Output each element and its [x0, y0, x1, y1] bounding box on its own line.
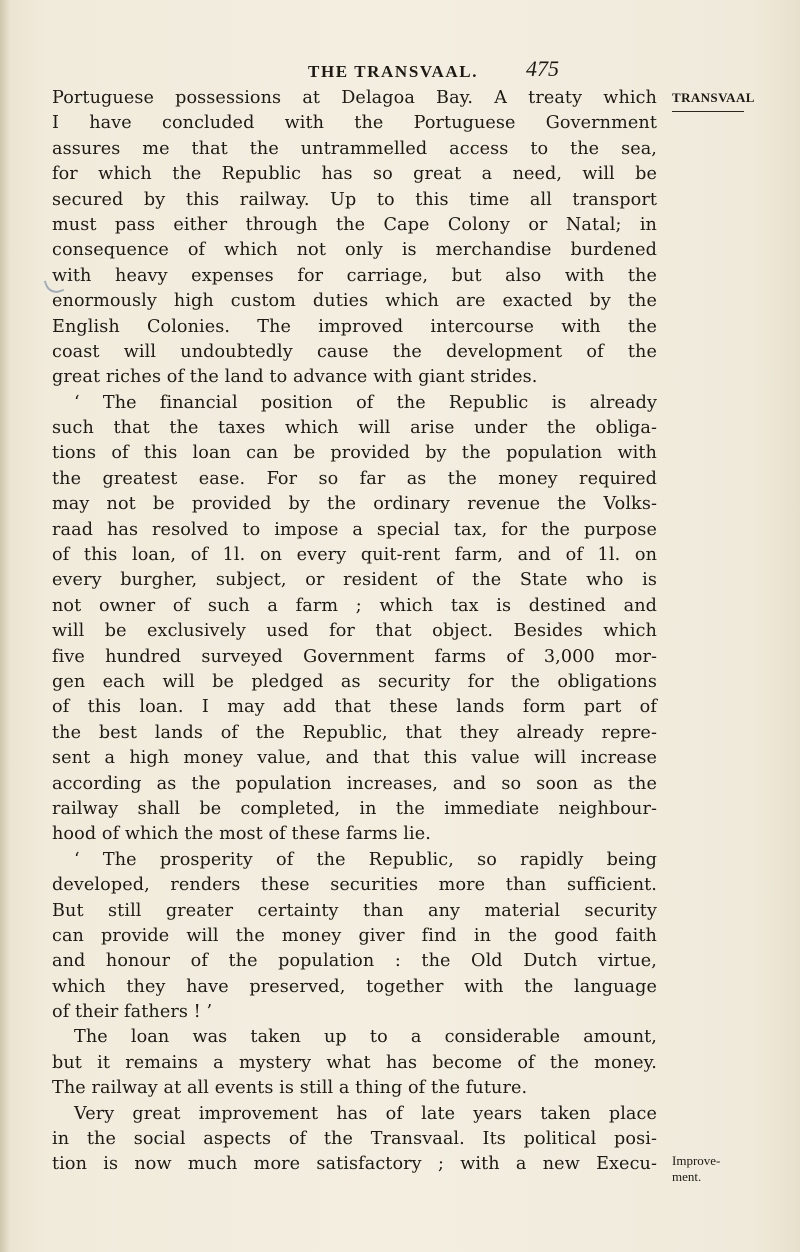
text-line: English Colonies. The improved intercourse with the	[52, 316, 657, 337]
text-line: raad has resolved to impose a special tax, for the purpose	[52, 519, 657, 540]
text-line: the best lands of the Republic, that they already repre-	[52, 722, 657, 743]
text-line: I have concluded with the Portuguese Government	[52, 113, 657, 134]
text-line: of this loan. I may add that these lands form part of	[52, 697, 657, 718]
text-line: such that the taxes which will arise under the obliga-	[52, 418, 657, 439]
text-line: of their fathers ! ’	[52, 1002, 213, 1023]
text-line: must pass either through the Cape Colony or Natal; in	[52, 214, 657, 235]
text-line: the greatest ease. For so far as the money required	[52, 468, 657, 489]
text-line: ‘ The prosperity of the Republic, so rapidly being	[74, 849, 657, 870]
running-head	[0, 56, 800, 84]
text-line: sent a high money value, and that this value will increase	[52, 748, 657, 769]
text-line: Very great improvement has of late years taken place	[74, 1103, 657, 1124]
text-line: railway shall be completed, in the immediate neighbour-	[52, 798, 657, 819]
margin-note-rule	[672, 111, 744, 112]
text-line: ‘ The financial position of the Republic is already	[74, 392, 657, 413]
text-line: The railway at all events is still a thing of the future.	[52, 1078, 528, 1099]
text-line: hood of which the most of these farms lie.	[52, 824, 431, 845]
margin-note-line: Improve-	[672, 1153, 721, 1168]
text-line: gen each will be pledged as security for the obligations	[52, 671, 657, 692]
text-line: will be exclusively used for that object. Besides which	[52, 621, 657, 642]
text-line: coast will undoubtedly cause the development of the	[52, 341, 657, 362]
text-line: every burgher, subject, or resident of the State who is	[52, 570, 657, 591]
text-line: of this loan, of 1l. on every quit-rent farm, and of 1l. on	[52, 545, 657, 566]
text-line: But still greater certainty than any material security	[52, 900, 657, 921]
text-line: not owner of such a farm ; which tax is destined and	[52, 595, 657, 616]
text-line: assures me that the untrammelled access to the sea,	[52, 138, 657, 159]
text-line: tion is now much more satisfactory ; with a new Execu-	[52, 1154, 657, 1175]
text-line: can provide will the money giver find in the good faith	[52, 925, 657, 946]
text-line: with heavy expenses for carriage, but also with the	[52, 265, 657, 286]
text-line: for which the Republic has so great a need, will be	[52, 164, 657, 185]
text-line: The loan was taken up to a considerable amount,	[74, 1027, 657, 1048]
text-line: in the social aspects of the Transvaal. Its political posi-	[52, 1129, 657, 1150]
margin-note-line: ment.	[672, 1169, 702, 1184]
text-line: Portuguese possessions at Delagoa Bay. A treaty which	[52, 88, 657, 108]
text-line: developed, renders these securities more than sufficient.	[52, 875, 657, 896]
text-line: but it remains a mystery what has become of the money.	[52, 1052, 657, 1073]
text-line: consequence of which not only is merchandise burdened	[52, 240, 657, 261]
binding-shadow	[0, 0, 10, 1252]
text-line: tions of this loan can be provided by the population with	[52, 443, 657, 464]
page-number: 475	[526, 56, 559, 81]
text-line: great riches of the land to advance with giant strides.	[52, 367, 538, 388]
text-line: enormously high custom duties which are exacted by the	[52, 291, 657, 312]
text-line: according as the population increases, and so soon as the	[52, 773, 657, 794]
margin-note-improvement	[672, 1153, 720, 1185]
text-line: secured by this railway. Up to this time all transport	[52, 189, 657, 210]
text-line: five hundred surveyed Government farms of 3,000 mor-	[52, 646, 657, 667]
margin-note-transvaal: TRANSVAAL	[672, 90, 755, 105]
text-line: may not be provided by the ordinary revenue the Volks-	[52, 494, 657, 515]
text-line: which they have preserved, together with the language	[52, 976, 657, 997]
running-title: THE TRANSVAAL.	[308, 62, 479, 81]
text-line: and honour of the population : the Old Dutch virtue,	[52, 951, 657, 972]
body-text	[52, 86, 657, 1178]
